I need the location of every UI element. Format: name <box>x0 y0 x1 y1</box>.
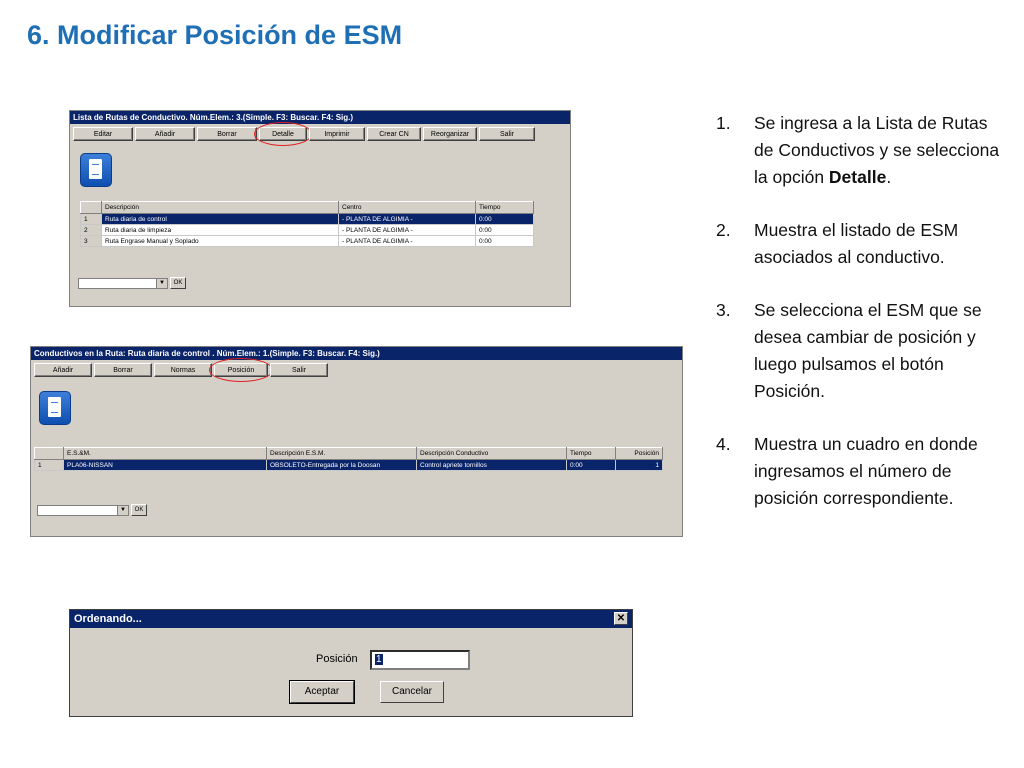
step-text: Muestra el listado de ESM asociados al conductivo. <box>754 220 959 267</box>
row-number: 2 <box>81 225 102 236</box>
step-number: 2. <box>716 220 731 240</box>
column-header: Descripción Conductivo <box>417 448 567 460</box>
cell-centro[interactable]: - PLANTA DE ALGIMIA - <box>339 214 476 225</box>
cell-tiempo[interactable]: 0:00 <box>476 225 534 236</box>
step-text: Se selecciona el ESM que se desea cambiar de posición y luego pulsamos el botón Posición. <box>754 300 982 401</box>
row-number: 1 <box>35 460 64 471</box>
cell-tiempo[interactable]: 0:00 <box>567 460 616 471</box>
detalle-button[interactable]: Detalle <box>259 127 307 141</box>
column-header: Tiempo <box>476 202 534 214</box>
posicion-button[interactable]: Posición <box>214 363 268 377</box>
step-number: 4. <box>716 434 731 454</box>
column-header: Descripción <box>102 202 339 214</box>
table-row[interactable] <box>81 214 534 225</box>
step-number: 3. <box>716 300 731 320</box>
cell-centro[interactable]: - PLANTA DE ALGIMIA - <box>339 236 476 247</box>
rutas-window <box>69 110 571 307</box>
borrar-button[interactable]: Borrar <box>197 127 257 141</box>
normas-button[interactable]: Normas <box>154 363 212 377</box>
salir-button[interactable]: Salir <box>270 363 328 377</box>
posicion-label: Posición <box>316 653 358 665</box>
rutas-table <box>80 201 534 247</box>
column-header: Posición <box>616 448 663 460</box>
table-row[interactable] <box>81 225 534 236</box>
filter-dropdown[interactable] <box>37 505 129 516</box>
dialog-title <box>70 610 632 628</box>
chevron-down-icon[interactable]: ▼ <box>117 506 128 515</box>
column-header: Centro <box>339 202 476 214</box>
cell-tiempo[interactable]: 0:00 <box>476 236 534 247</box>
step-item <box>716 431 1006 512</box>
cell-descripcion-conductivo[interactable]: Control apriete tornillos <box>417 460 567 471</box>
row-number-header <box>35 448 64 460</box>
step-item <box>716 297 1006 405</box>
step-item <box>716 110 1006 191</box>
step-text-pre: Se ingresa a la Lista de Rutas de Conductivos y se selecciona la opción <box>754 113 1000 187</box>
borrar-button[interactable]: Borrar <box>94 363 152 377</box>
slide-title: 6. Modificar Posición de ESM <box>27 20 403 50</box>
rutas-window-title: Lista de Rutas de Conductivo. Núm.Elem.: 3.(Simple. F3: Buscar. F4: Sig.) <box>70 111 570 124</box>
cell-descripcion[interactable]: Ruta Engrase Manual y Soplado <box>102 236 339 247</box>
filter-dropdown[interactable] <box>78 278 168 289</box>
row-number-header <box>81 202 102 214</box>
anadir-button[interactable]: Añadir <box>34 363 92 377</box>
column-header: Descripción E.S.M. <box>267 448 417 460</box>
cell-descripcion-esm[interactable]: OBSOLETO-Entregada por la Doosan <box>267 460 417 471</box>
table-row[interactable] <box>81 236 534 247</box>
column-header: Tiempo <box>567 448 616 460</box>
ordenando-dialog <box>69 609 633 717</box>
crear-cn-button[interactable]: Crear CN <box>367 127 421 141</box>
steps-list <box>716 110 1006 538</box>
editar-button[interactable]: Editar <box>73 127 133 141</box>
step-item <box>716 217 1006 271</box>
table-header <box>81 202 534 214</box>
cell-posicion[interactable]: 1 <box>616 460 663 471</box>
row-number: 1 <box>81 214 102 225</box>
posicion-input-value: 1 <box>376 654 382 665</box>
conductivos-table <box>34 447 663 471</box>
cell-descripcion[interactable]: Ruta diaria de limpieza <box>102 225 339 236</box>
ok-button[interactable]: OK <box>131 504 147 516</box>
posicion-input[interactable] <box>370 650 470 670</box>
anadir-button[interactable]: Añadir <box>135 127 195 141</box>
table-row[interactable] <box>35 460 663 471</box>
document-icon <box>80 153 112 187</box>
cell-esm[interactable]: PLA06-NISSAN <box>64 460 267 471</box>
salir-button[interactable]: Salir <box>479 127 535 141</box>
ok-button[interactable]: OK <box>170 277 186 289</box>
column-header: E.S.&M. <box>64 448 267 460</box>
table-header <box>35 448 663 460</box>
step-text-bold: Detalle <box>828 167 887 187</box>
dialog-title-text: Ordenando... <box>74 613 142 625</box>
cell-tiempo[interactable]: 0:00 <box>476 214 534 225</box>
imprimir-button[interactable]: Imprimir <box>309 127 365 141</box>
step-number: 1. <box>716 113 731 133</box>
reorganizar-button[interactable]: Reorganizar <box>423 127 477 141</box>
aceptar-button[interactable]: Aceptar <box>290 681 354 703</box>
cancelar-button[interactable]: Cancelar <box>380 681 444 703</box>
rutas-toolbar <box>70 124 570 144</box>
step-text <box>754 110 1006 191</box>
cell-centro[interactable]: - PLANTA DE ALGIMIA - <box>339 225 476 236</box>
chevron-down-icon[interactable]: ▼ <box>156 279 167 288</box>
document-icon <box>39 391 71 425</box>
cell-descripcion[interactable]: Ruta diaria de control <box>102 214 339 225</box>
close-icon[interactable]: ✕ <box>614 612 628 625</box>
step-text: Muestra un cuadro en donde ingresamos el número de posición correspondiente. <box>754 434 978 508</box>
conductivos-toolbar <box>31 360 682 380</box>
conductivos-window <box>30 346 683 537</box>
step-text-post: . <box>886 167 892 187</box>
conductivos-window-title: Conductivos en la Ruta: Ruta diaria de control . Núm.Elem.: 1.(Simple. F3: Buscar. F4: Sig.) <box>31 347 682 360</box>
row-number: 3 <box>81 236 102 247</box>
